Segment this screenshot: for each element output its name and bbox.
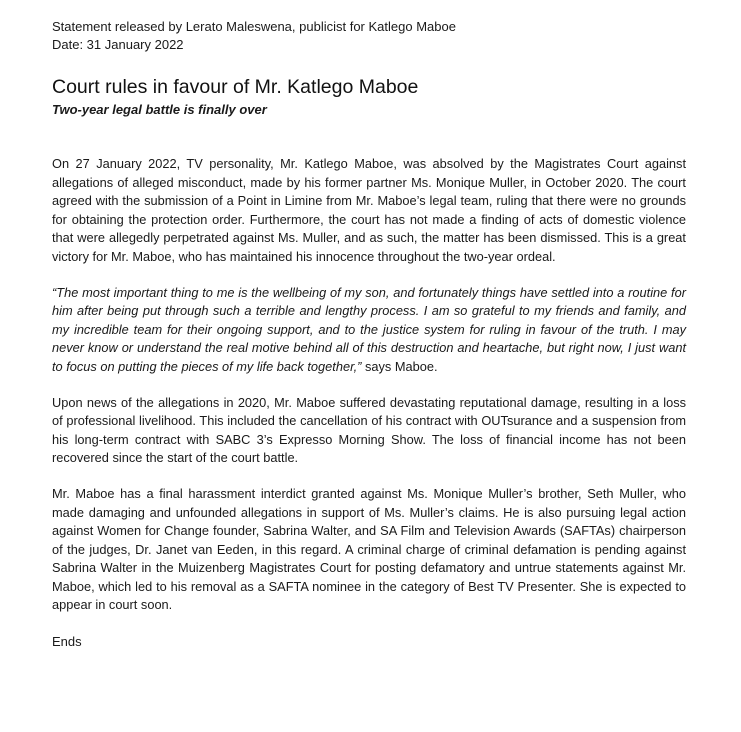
statement-attribution: Statement released by Lerato Maleswena, publicist for Katlego Maboe — [52, 19, 456, 34]
paragraph-legal-actions: Mr. Maboe has a final harassment interdict granted against Ms. Monique Muller’s brother, Seth Muller, who made damaging and unfounded allegations in support of Ms. Muller’s claims. He is also pursuing legal action against Women for Change founder, Sabrina Walter, and SA Film and Television Awards (SAFTAs) chairperson of the judges, Dr. Janet van Eeden, in this regard. A criminal charge of criminal defamation is pending against Sabrina Walter in the Muizenberg Magistrates Court for posting defamatory and untrue statements against Mr. Maboe, which led to his removal as a SAFTA nominee in the category of Best TV Presenter. She is expected to appear in court soon. — [52, 485, 686, 613]
quote-attribution: says Maboe. — [361, 358, 438, 374]
press-statement-document — [52, 18, 686, 651]
subheadline: Two-year legal battle is finally over — [52, 102, 267, 117]
paragraph-court-ruling: On 27 January 2022, TV personality, Mr. Katlego Maboe, was absolved by the Magistrates Court against allegations of alleged misconduct, made by his former partner Ms. Monique Muller, in October 2020. The court agreed with the submission of a Point in Limine from Mr. Maboe’s legal team, ruling that there were no grounds for obtaining the protection order. Furthermore, the court has not made a finding of acts of domestic violence that were allegedly perpetrated against Ms. Muller, and as such, the matter has been dismissed. This is a great victory for Mr. Maboe, who has maintained his innocence throughout the two-year ordeal. — [52, 156, 686, 264]
paragraph-reputational-damage: Upon news of the allegations in 2020, Mr. Maboe suffered devastating reputational damage, resulting in a loss of professional livelihood. This included the cancellation of his contract with OUTsurance and a suspension from his long-term contract with SABC 3’s Expresso Morning Show. The loss of financial income has not been recovered since the start of the court battle. — [52, 394, 686, 466]
statement-date: Date: 31 January 2022 — [52, 37, 184, 52]
headline: Court rules in favour of Mr. Katlego Maboe — [52, 76, 419, 98]
paragraph-quote — [52, 284, 686, 377]
quote-text: “The most important thing to me is the wellbeing of my son, and fortunately things have settled into a routine for him after being put through such a terrible and lengthy process. I am so grateful to my friends and family, and my incredible team for their ongoing support, and to the justice system for ruling in favour of the truth. I may never know or understand the real motive behind all of this destruction and heartache, but right now, I just want to focus on putting the pieces of my life back together,” — [52, 284, 686, 374]
ends-marker: Ends — [52, 634, 82, 650]
